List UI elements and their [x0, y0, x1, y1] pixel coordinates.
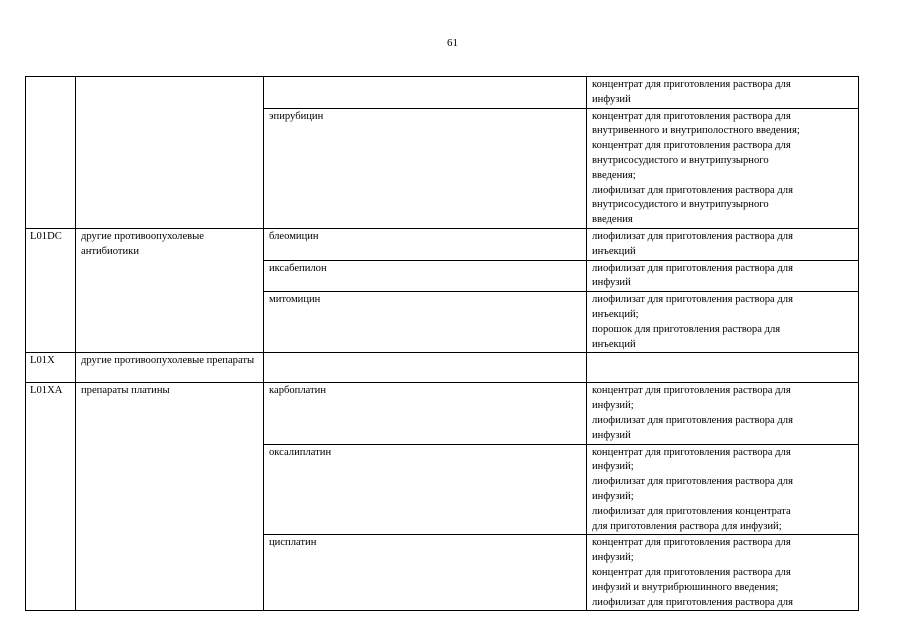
form-line: внутрисосудистого и внутрипузырного: [592, 154, 769, 166]
drug-cell: блеомицин: [264, 228, 587, 260]
form-line: инфузий: [592, 277, 631, 289]
forms-cell: [587, 292, 859, 353]
forms-cell: [587, 108, 859, 228]
form-line: инъекций;: [592, 308, 639, 320]
table-row: [26, 77, 859, 109]
form-line: инфузий;: [592, 490, 634, 502]
form-line: инфузий: [592, 93, 631, 105]
drug-cell: [264, 353, 587, 383]
form-line: концентрат для приготовления раствора для: [592, 79, 791, 90]
drug-cell: [264, 77, 587, 109]
form-line: инфузий;: [592, 400, 634, 412]
drug-cell: иксабепилон: [264, 260, 587, 292]
form-line: лиофилизат для приготовления раствора для: [592, 184, 793, 196]
group-cell: препараты платины: [76, 383, 264, 611]
form-line: концентрат для приготовления раствора для: [592, 446, 791, 458]
drug-cell: митомицин: [264, 292, 587, 353]
forms-cell: [587, 444, 859, 535]
form-line: инъекций: [592, 245, 636, 257]
form-line: введения;: [592, 169, 636, 181]
forms-cell: [587, 260, 859, 292]
form-line: концентрат для приготовления раствора для: [592, 537, 791, 549]
form-line: внутривенного и внутриполостного введения;: [592, 125, 800, 137]
drug-cell: эпирубицин: [264, 108, 587, 228]
table-row: [26, 383, 859, 444]
drug-cell: цисплатин: [264, 535, 587, 611]
forms-cell: [587, 228, 859, 260]
form-line: концентрат для приготовления раствора для: [592, 566, 791, 578]
form-line: инфузий;: [592, 552, 634, 564]
table-row: [26, 228, 859, 260]
form-line: введения: [592, 214, 633, 226]
atc-code-cell: L01XA: [26, 383, 76, 611]
group-cell: другие противоопухолевые препараты: [76, 353, 264, 383]
page-number: 61: [447, 37, 458, 49]
drug-cell: оксалиплатин: [264, 444, 587, 535]
form-line: инфузий;: [592, 461, 634, 473]
form-line: инфузий и внутрибрюшинного введения;: [592, 581, 779, 593]
form-line: концентрат для приготовления раствора для: [592, 110, 791, 122]
form-line: лиофилизат для приготовления раствора для: [592, 596, 793, 608]
form-line: внутрисосудистого и внутрипузырного: [592, 199, 769, 211]
atc-code-cell: L01DC: [26, 228, 76, 352]
atc-code-cell: L01X: [26, 353, 76, 383]
forms-cell: [587, 353, 859, 383]
forms-cell: [587, 77, 859, 109]
group-cell: [76, 77, 264, 229]
form-line: лиофилизат для приготовления раствора для: [592, 262, 793, 274]
group-cell: другие противоопухолевые антибиотики: [76, 228, 264, 352]
atc-code-cell: [26, 77, 76, 229]
table-row: [26, 353, 859, 383]
form-line: концентрат для приготовления раствора для: [592, 140, 791, 152]
form-line: инфузий: [592, 429, 631, 441]
form-line: лиофилизат для приготовления концентрата: [592, 505, 791, 517]
form-line: лиофилизат для приготовления раствора для: [592, 294, 793, 306]
forms-cell: [587, 535, 859, 611]
form-line: инъекций: [592, 338, 636, 350]
form-line: лиофилизат для приготовления раствора для: [592, 414, 793, 426]
drug-cell: карбоплатин: [264, 383, 587, 444]
form-line: лиофилизат для приготовления раствора для: [592, 230, 793, 242]
drug-table: [25, 76, 859, 611]
form-line: порошок для приготовления раствора для: [592, 323, 781, 335]
form-line: лиофилизат для приготовления раствора для: [592, 476, 793, 488]
form-line: концентрат для приготовления раствора для: [592, 385, 791, 397]
forms-cell: [587, 383, 859, 444]
form-line: для приготовления раствора для инфузий;: [592, 520, 782, 532]
